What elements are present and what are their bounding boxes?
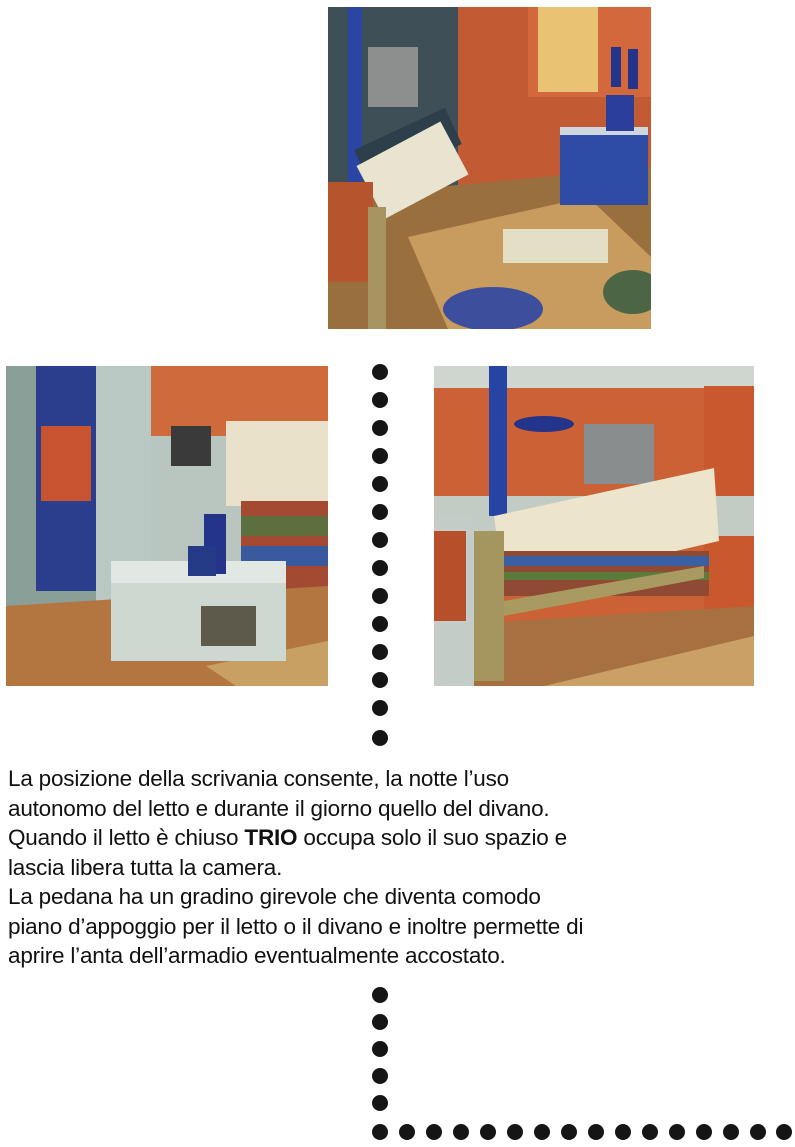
divider-dot — [372, 672, 388, 688]
corner-dot — [776, 1124, 792, 1140]
corner-dot — [426, 1124, 442, 1140]
corner-dot — [372, 1095, 388, 1111]
corner-dot — [669, 1124, 685, 1140]
divider-dot — [372, 588, 388, 604]
text-line: La posizione della scrivania consente, la notte l’uso — [8, 766, 509, 791]
text-line: piano d’appoggio per il letto o il divano e inoltre permette di — [8, 913, 584, 939]
corner-dot — [480, 1124, 496, 1140]
text-line: La pedana ha un gradino girevole che diventa comodo — [8, 884, 541, 909]
corner-dot — [561, 1124, 577, 1140]
corner-dot — [615, 1124, 631, 1140]
divider-dot — [372, 730, 388, 746]
corner-dot — [372, 1014, 388, 1030]
text-line-start: Quando il letto è chiuso — [8, 825, 245, 850]
divider-dot — [372, 504, 388, 520]
corner-dot — [372, 1068, 388, 1084]
divider-dot — [372, 616, 388, 632]
text-line-end: occupa solo il suo spazio e — [297, 825, 567, 850]
divider-dot — [372, 644, 388, 660]
corner-dot — [588, 1124, 604, 1140]
divider-dot — [372, 700, 388, 716]
divider-dot — [372, 364, 388, 380]
corner-dot — [642, 1124, 658, 1140]
corner-dot — [372, 1041, 388, 1057]
corner-dot — [750, 1124, 766, 1140]
corner-dot — [507, 1124, 523, 1140]
photo-sofa-desk — [434, 366, 754, 686]
product-name-trio: TRIO — [244, 825, 298, 850]
corner-dot — [723, 1124, 739, 1140]
corner-dot — [399, 1124, 415, 1140]
description-paragraph — [8, 764, 708, 971]
text-line: lascia libera tutta la camera. — [8, 854, 283, 880]
divider-dot — [372, 532, 388, 548]
text-line — [8, 823, 708, 853]
photo-nightstand-sofa — [6, 366, 328, 686]
divider-dot — [372, 448, 388, 464]
corner-dot — [372, 1124, 388, 1140]
divider-dot — [372, 420, 388, 436]
corner-dot — [696, 1124, 712, 1140]
corner-dot — [534, 1124, 550, 1140]
divider-dot — [372, 392, 388, 408]
divider-dot — [372, 560, 388, 576]
corner-dot — [372, 987, 388, 1003]
corner-dot — [453, 1124, 469, 1140]
text-line: aprire l’anta dell’armadio eventualmente accostato. — [8, 943, 506, 968]
divider-dot — [372, 476, 388, 492]
photo-room-overview — [328, 7, 651, 329]
text-line: autonomo del letto e durante il giorno quello del divano. — [8, 795, 550, 821]
